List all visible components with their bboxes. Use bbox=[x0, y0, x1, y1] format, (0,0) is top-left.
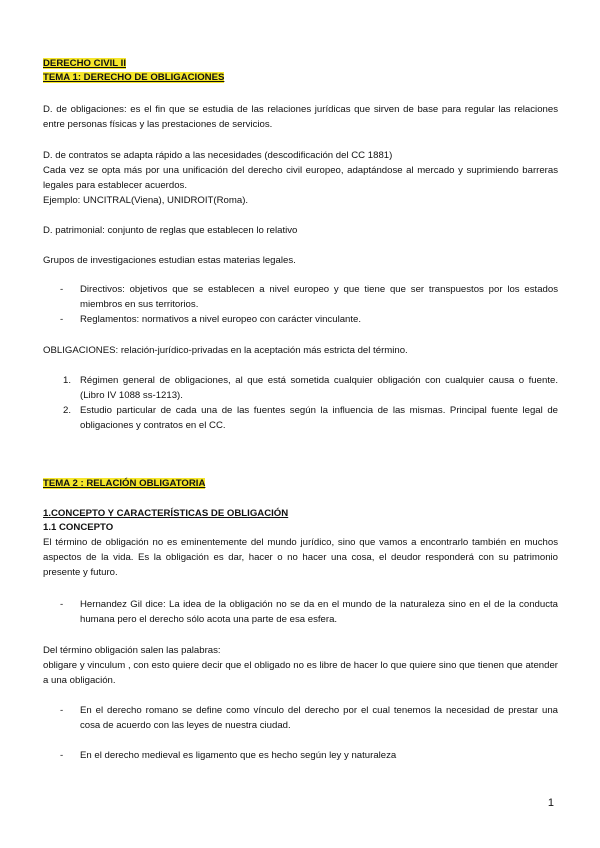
list-item: Directivos: objetivos que se establecen a nivel europeo y que tiene que ser transpuestos por los estados miembros en sus territorios. bbox=[80, 284, 558, 310]
tema1-heading: TEMA 1: DERECHO DE OBLIGACIONES bbox=[43, 72, 225, 83]
tema1-paragraph-2c: Ejemplo: UNCITRAL(Viena), UNIDROIT(Roma). bbox=[43, 195, 249, 206]
list-item: Hernandez Gil dice: La idea de la obligación no se da en el mundo de la naturaleza sino en el de la conducta humana pero el derecho sólo acota una parte de esa esfera. bbox=[80, 599, 558, 625]
tema2-paragraph-1: El término de obligación no es eminentemente del mundo jurídico, sino que vamos a encontrarlo también en muchos aspectos de la vida. Es la obligación es dar, hacer o no hacer una cosa, el deudor responderá con su patrimonio presente y futuro. bbox=[43, 537, 558, 578]
bullet-dash: - bbox=[60, 314, 64, 325]
list-item: Estudio particular de cada una de las fuentes según la influencia de las mismas. Principal fuente legal de obligaciones y contratos en el CC. bbox=[80, 405, 558, 431]
bullet-dash: - bbox=[60, 705, 64, 716]
bullet-dash: - bbox=[60, 750, 64, 761]
list-item: Reglamentos: normativos a nivel europeo con carácter vinculante. bbox=[80, 314, 362, 325]
tema1-paragraph-4: Grupos de investigaciones estudian estas materias legales. bbox=[43, 255, 296, 266]
tema1-paragraph-3: D. patrimonial: conjunto de reglas que establecen lo relativo bbox=[43, 225, 298, 236]
tema1-paragraph-2b: Cada vez se opta más por una unificación del derecho civil europeo, adaptándose al mercado y suprimiendo barreras legales para establecer acuerdos. bbox=[43, 165, 558, 191]
section-heading: 1.CONCEPTO Y CARACTERÍSTICAS DE OBLIGACIÓN bbox=[43, 508, 289, 519]
bullet-dash: - bbox=[60, 599, 64, 610]
page-number: 1 bbox=[547, 797, 554, 809]
list-item: Régimen general de obligaciones, al que está sometida cualquier obligación con cualquier causa o fuente. (Libro IV 1088 ss-1213). bbox=[80, 375, 558, 401]
list-item: En el derecho romano se define como vínculo del derecho por el cual tenemos la necesidad de prestar una cosa de acuerdo con las leyes de nuestra ciudad. bbox=[80, 705, 558, 731]
tema2-paragraph-2b: obligare y vinculum , con esto quiere decir que el obligado no es libre de hacer lo que quiere sino que tienen que atender a una obligación. bbox=[43, 660, 558, 686]
course-title: DERECHO CIVIL II bbox=[43, 58, 126, 69]
bullet-dash: - bbox=[60, 284, 64, 295]
list-number: 2. bbox=[63, 405, 72, 416]
tema1-paragraph-1: D. de obligaciones: es el fin que se estudia de las relaciones jurídicas que sirven de base para regular las relaciones entre personas físicas y las prestaciones de servicios. bbox=[43, 104, 558, 130]
subsection-heading: 1.1 CONCEPTO bbox=[43, 522, 114, 533]
obligaciones-definition: OBLIGACIONES: relación-jurídico-privadas en la aceptación más estricta del término. bbox=[43, 345, 408, 356]
tema1-paragraph-2a: D. de contratos se adapta rápido a las necesidades (descodificación del CC 1881) bbox=[43, 150, 393, 161]
list-item: En el derecho medieval es ligamento que es hecho según ley y naturaleza bbox=[80, 750, 397, 761]
tema2-heading: TEMA 2 : RELACIÓN OBLIGATORIA bbox=[43, 478, 206, 489]
tema2-paragraph-2a: Del término obligación salen las palabras: bbox=[43, 645, 221, 656]
list-number: 1. bbox=[63, 375, 72, 386]
